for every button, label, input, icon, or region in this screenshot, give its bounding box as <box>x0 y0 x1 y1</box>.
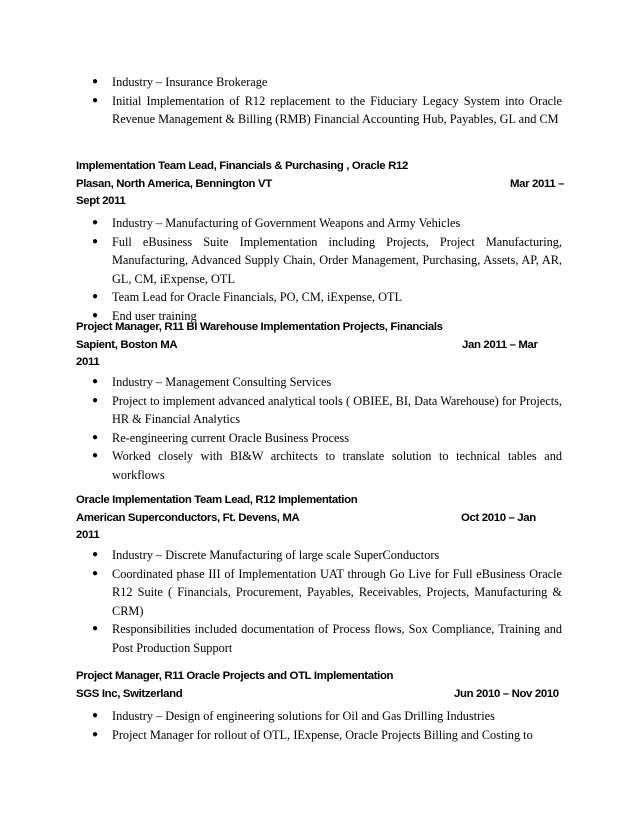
job-bullet-list <box>92 214 562 326</box>
list-item-text: Coordinated phase III of Implementation UAT through Go Live for Full eBusiness Oracle R12 Suite ( Financials, Procurement, Payables, Receivables, Projects, Manufacturing & CRM) <box>112 566 562 618</box>
job-company: Sapient, Boston MA <box>76 338 178 351</box>
bullet-icon: ● <box>92 567 99 579</box>
list-item-text: Industry – Insurance Brokerage <box>112 75 268 89</box>
bullet-icon: ● <box>92 623 99 635</box>
list-item <box>92 92 562 129</box>
job-header <box>76 668 566 703</box>
list-item <box>92 233 562 289</box>
job-title: Project Manager, R11 BI Warehouse Implementation Projects, Financials <box>76 321 443 333</box>
list-item <box>92 392 562 429</box>
list-item <box>92 707 562 726</box>
list-item-text: Industry – Design of engineering solutions for Oil and Gas Drilling Industries <box>112 709 495 723</box>
job-header <box>76 319 566 372</box>
list-item <box>92 565 562 621</box>
list-item <box>92 288 562 307</box>
job-date-start: Mar 2011 – <box>510 177 565 190</box>
bullet-icon: ● <box>92 309 99 321</box>
list-item-text: Full eBusiness Suite Implementation including Projects, Project Manufacturing, Manufacturing, Advanced Supply Chain, Order Management, Purchasing, Assets, AP, AR, GL, CM, iExpense, OTL <box>112 234 562 286</box>
bullet-icon: ● <box>92 450 99 462</box>
bullet-icon: ● <box>92 431 99 443</box>
job-header <box>76 158 566 211</box>
list-item <box>92 73 562 92</box>
list-item-text: Worked closely with BI&W architects to translate solution to technical tables and workflows <box>112 449 562 482</box>
bullet-icon: ● <box>92 291 99 303</box>
bullet-icon: ● <box>92 235 99 247</box>
list-item <box>92 373 562 392</box>
list-item <box>92 546 562 565</box>
bullet-icon: ● <box>92 376 99 387</box>
job-title: Oracle Implementation Team Lead, R12 Implementation <box>76 494 358 506</box>
list-item-text: Project to implement advanced analytical tools ( OBIEE, BI, Data Warehouse) for Projects, HR & Financial Analytics <box>112 393 562 427</box>
bullet-icon: ● <box>92 710 99 721</box>
job-date-end: 2011 <box>76 356 100 368</box>
list-item-text: End user training <box>112 308 197 323</box>
bullet-icon: ● <box>92 549 99 560</box>
bullet-icon: ● <box>92 76 99 87</box>
job-company: American Superconductors, Ft. Devens, MA <box>76 511 300 524</box>
bullet-icon: ● <box>92 217 99 228</box>
list-item-text: Initial Implementation of R12 replacement to the Fiduciary Legacy System into Oracle Revenue Management & Billing (RMB) Financial Accounting Hub, Payables, GL and CM <box>112 93 562 127</box>
list-item-text: Industry – Management Consulting Services <box>112 375 332 389</box>
list-item <box>92 429 562 448</box>
list-item-text: Team Lead for Oracle Financials, PO, CM, iExpense, OTL <box>112 290 403 305</box>
list-item <box>92 620 562 657</box>
job-title: Project Manager, R11 Oracle Projects and OTL Implementation <box>76 670 394 682</box>
job-date-end: 2011 <box>76 529 100 541</box>
list-item <box>92 447 562 484</box>
job-bullet-list <box>92 707 562 744</box>
list-item-text: Re-engineering current Oracle Business Process <box>112 430 349 445</box>
bullet-icon: ● <box>92 394 99 406</box>
list-item <box>92 726 562 745</box>
job-header <box>76 492 566 545</box>
job-date-start: Jan 2011 – Mar <box>462 338 538 351</box>
job-bullet-list <box>92 546 562 658</box>
intro-bullet-list <box>92 73 562 129</box>
job-company: SGS Inc, Switzerland <box>76 687 183 700</box>
list-item-text: Project Manager for rollout of OTL, IExpense, Oracle Projects Billing and Costing to <box>112 727 533 742</box>
job-title: Implementation Team Lead, Financials & Purchasing , Oracle R12 <box>76 160 408 172</box>
bullet-icon: ● <box>92 728 99 740</box>
bullet-icon: ● <box>92 94 99 106</box>
job-date-start: Jun 2010 – Nov 2010 <box>454 687 559 700</box>
job-date-start: Oct 2010 – Jan <box>461 511 536 524</box>
list-item <box>92 214 562 233</box>
job-date-end: Sept 2011 <box>76 195 126 207</box>
list-item-text: Responsibilities included documentation of Process flows, Sox Compliance, Training and Post Production Support <box>112 622 562 655</box>
list-item-text: Industry – Discrete Manufacturing of large scale SuperConductors <box>112 548 440 562</box>
job-bullet-list <box>92 373 562 485</box>
list-item-text: Industry – Manufacturing of Government Weapons and Army Vehicles <box>112 216 461 230</box>
job-company: Plasan, North America, Bennington VT <box>76 177 272 190</box>
